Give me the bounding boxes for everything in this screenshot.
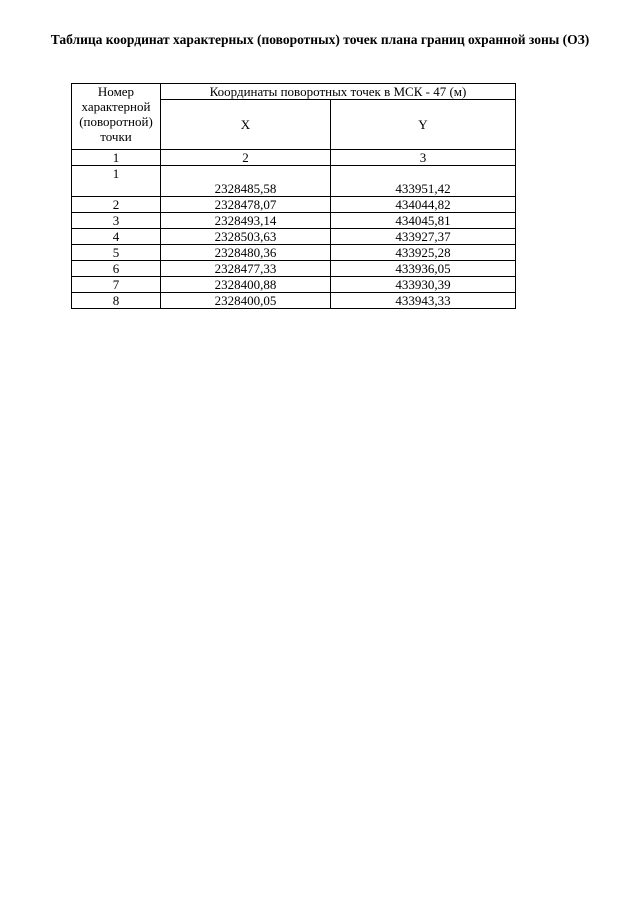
point-number: 5 [72,245,161,261]
table-row [72,293,516,309]
table-row [72,197,516,213]
y-value: 433951,42 [331,166,516,197]
header-point-number: Номер характерной (поворотной) точки [72,84,161,150]
x-value: 2328503,63 [161,229,331,245]
point-number: 4 [72,229,161,245]
table-row [72,213,516,229]
point-number: 3 [72,213,161,229]
y-value: 433930,39 [331,277,516,293]
y-value: 434044,82 [331,197,516,213]
column-number: 2 [161,150,331,166]
point-number: 6 [72,261,161,277]
x-value: 2328477,33 [161,261,331,277]
table-row [72,166,516,197]
x-value: 2328480,36 [161,245,331,261]
x-value: 2328493,14 [161,213,331,229]
y-value: 433943,33 [331,293,516,309]
table-row [72,277,516,293]
header-x: X [161,100,331,150]
x-value: 2328485,58 [161,166,331,197]
header-y: Y [331,100,516,150]
x-value: 2328400,05 [161,293,331,309]
header-coords-group: Координаты поворотных точек в МСК - 47 (м) [161,84,516,100]
table-row [72,229,516,245]
column-number: 3 [331,150,516,166]
point-number: 7 [72,277,161,293]
x-value: 2328400,88 [161,277,331,293]
coordinates-table [71,83,516,309]
y-value: 433927,37 [331,229,516,245]
point-number: 2 [72,197,161,213]
table-row [72,261,516,277]
document-title: Таблица координат характерных (поворотных) точек плана границ охранной зоны (ОЗ) [50,32,590,47]
table-row [72,245,516,261]
column-number-row [72,150,516,166]
y-value: 434045,81 [331,213,516,229]
y-value: 433936,05 [331,261,516,277]
column-number: 1 [72,150,161,166]
point-number: 8 [72,293,161,309]
point-number: 1 [72,166,161,197]
x-value: 2328478,07 [161,197,331,213]
y-value: 433925,28 [331,245,516,261]
